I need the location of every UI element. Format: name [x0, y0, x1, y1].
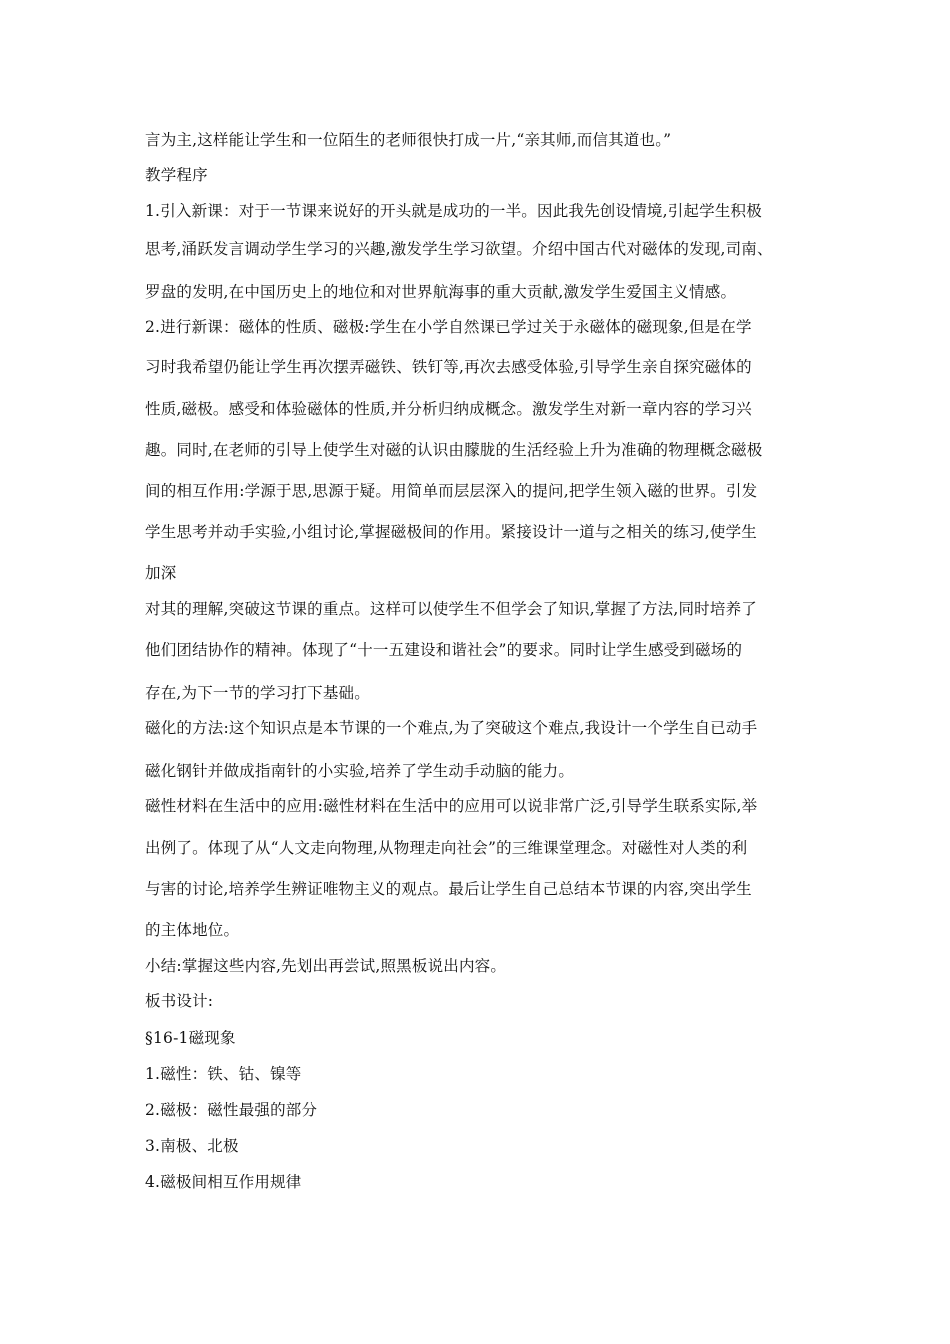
text-line: 的主体地位。: [145, 921, 240, 939]
text-line: 思考,涌跃发言调动学生学习的兴趣,激发学生学习欲望。介绍中国古代对磁体的发现,司南、: [145, 240, 773, 258]
text-line: 他们团结协作的精神。体现了“十一五建设和谐社会”的要求。同时让学生感受到磁场的: [145, 641, 743, 659]
text-line: 存在,为下一节的学习打下基础。: [145, 684, 370, 702]
section-heading-teaching-procedure: 教学程序: [145, 166, 208, 184]
text-line: 磁化的方法:这个知识点是本节课的一个难点,为了突破这个难点,我设计一个学生自已动手: [145, 719, 758, 737]
text-line: 1.引入新课：对于一节课来说好的开头就是成功的一半。因此我先创设情境,引起学生积极: [145, 202, 762, 220]
text-line: 间的相互作用:学源于思,思源于疑。用简单而层层深入的提问,把学生领入磁的世界。引发: [145, 482, 758, 500]
text-line: 罗盘的发明,在中国历史上的地位和对世界航海事的重大贡献,激发学生爱国主义情感。: [145, 283, 737, 301]
board-title: §16-1磁现象: [145, 1029, 236, 1047]
board-item: 1.磁性：铁、钴、镍等: [145, 1065, 302, 1083]
text-line: 性质,磁极。感受和体验磁体的性质,并分析归纳成概念。激发学生对新一章内容的学习兴: [145, 400, 752, 418]
text-line: 加深: [145, 564, 177, 582]
text-line: 习时我希望仍能让学生再次摆弄磁铁、铁钉等,再次去感受体验,引导学生亲自探究磁体的: [145, 358, 752, 376]
text-line: 磁性材料在生活中的应用:磁性材料在生活中的应用可以说非常广泛,引导学生联系实际,举: [145, 797, 758, 815]
text-line: 出例了。体现了从“人文走向物理,从物理走向社会”的三维课堂理念。对磁性对人类的利: [145, 839, 748, 857]
text-line: 磁化钢针并做成指南针的小实验,培养了学生动手动脑的能力。: [145, 762, 575, 780]
text-line: 2.进行新课：磁体的性质、磁极:学生在小学自然课已学过关于永磁体的磁现象,但是在学: [145, 318, 752, 336]
board-item: 3.南极、北极: [145, 1137, 239, 1155]
board-design-heading: 板书设计:: [145, 992, 214, 1010]
board-item: 2.磁极：磁性最强的部分: [145, 1101, 318, 1119]
text-line: 趣。同时,在老师的引导上使学生对磁的认识由朦胧的生活经验上升为准确的物理概念磁极: [145, 441, 763, 459]
text-line: 与害的讨论,培养学生辨证唯物主义的观点。最后让学生自己总结本节课的内容,突出学生: [145, 880, 752, 898]
summary-line: 小结:掌握这些内容,先划出再尝试,照黑板说出内容。: [145, 957, 507, 975]
text-line: 对其的理解,突破这节课的重点。这样可以使学生不但学会了知识,掌握了方法,同时培养了: [145, 600, 757, 618]
text-line: 学生思考并动手实验,小组讨论,掌握磁极间的作用。紧接设计一道与之相关的练习,使学生: [145, 523, 757, 541]
board-item: 4.磁极间相互作用规律: [145, 1173, 302, 1191]
text-line: 言为主,这样能让学生和一位陌生的老师很快打成一片,“亲其师,而信其道也。”: [145, 131, 672, 149]
